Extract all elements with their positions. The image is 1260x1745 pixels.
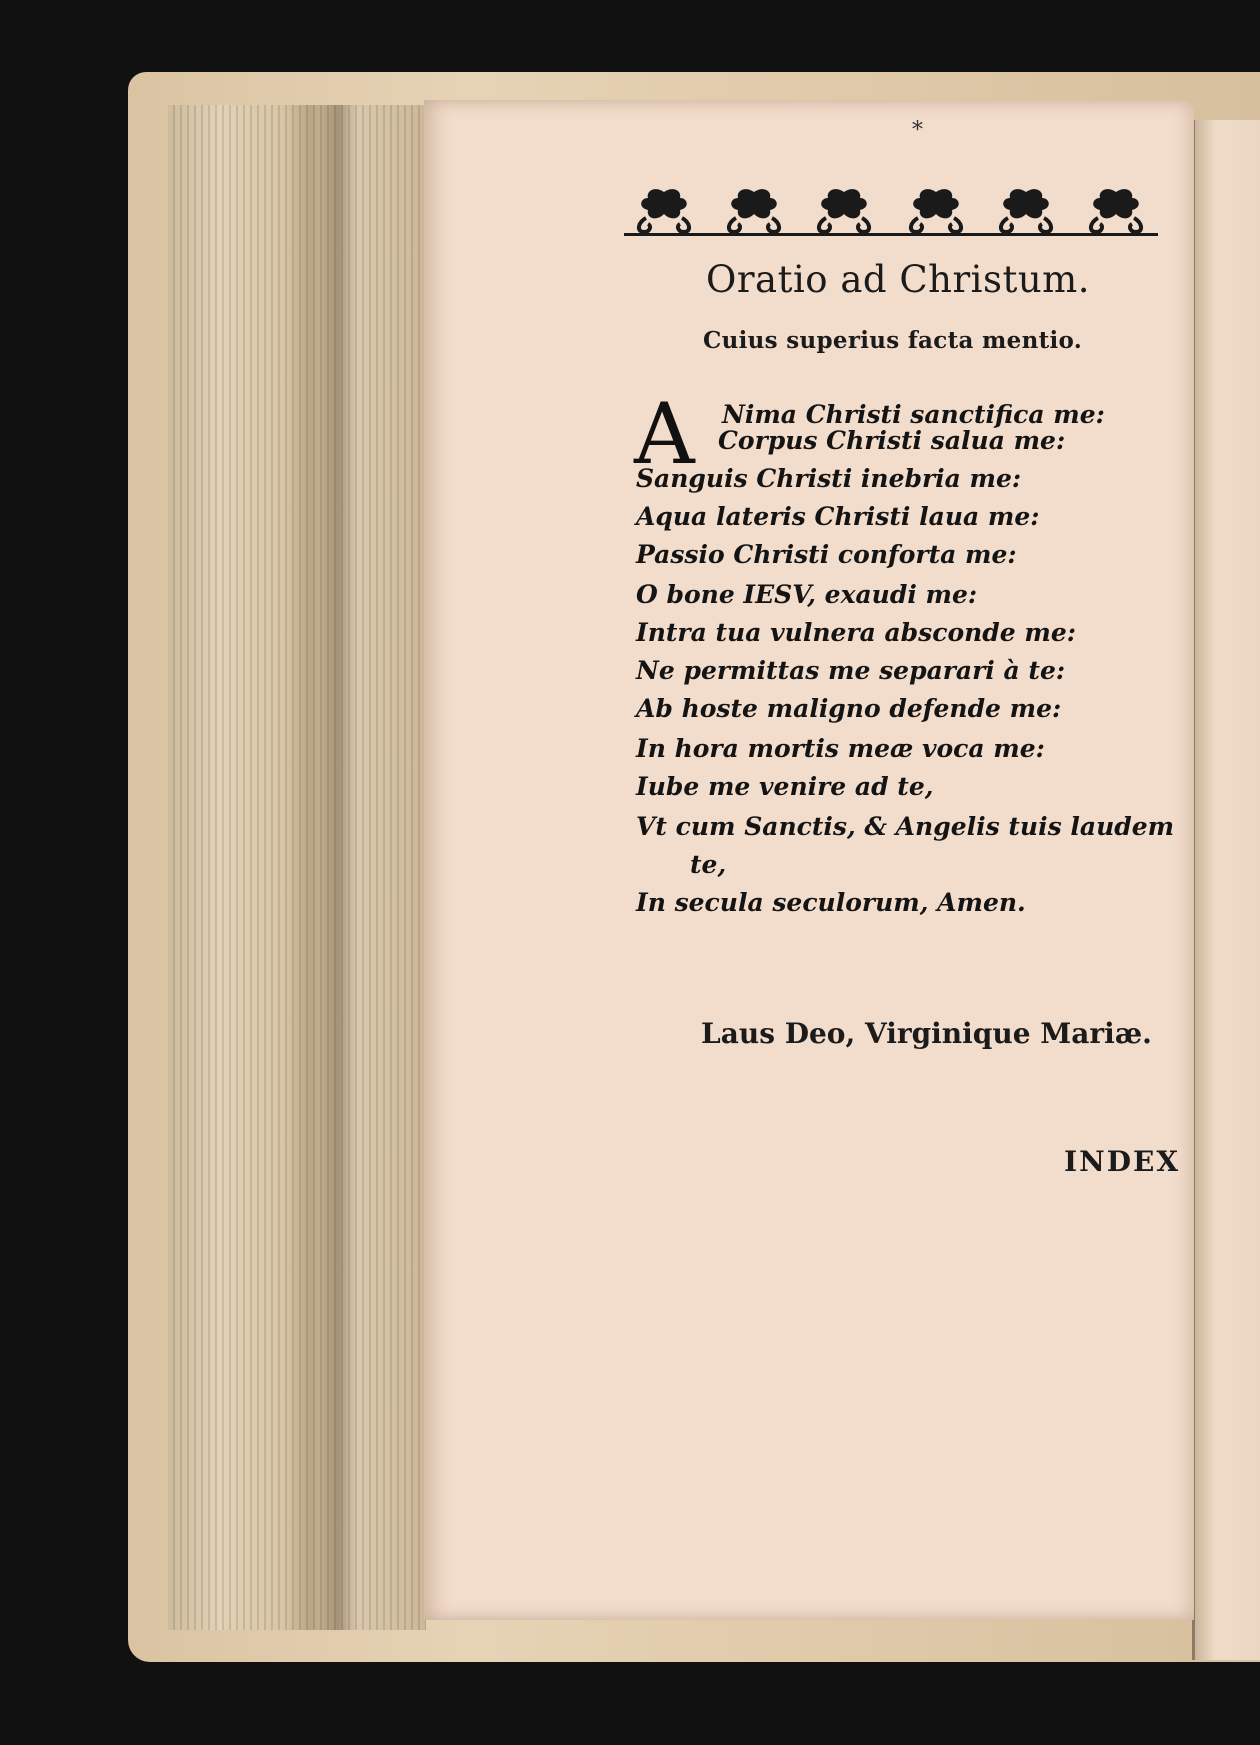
- asterisk-mark: *: [912, 118, 923, 143]
- prayer-line: Aqua lateris Christi laua me:: [636, 502, 1040, 531]
- prayer-line: Nima Christi sanctifica me:: [722, 400, 1105, 429]
- prayer-line: Ne permittas me separari à te:: [636, 656, 1066, 685]
- prayer-line: Passio Christi conforta me:: [636, 540, 1017, 569]
- prayer-line: O bone IESV, exaudi me:: [636, 580, 978, 609]
- prayer-line: Intra tua vulnera absconde me:: [636, 618, 1076, 647]
- prayer-line: Ab hoste maligno defende me:: [636, 694, 1062, 723]
- doxology: Laus Deo, Virginique Mariæ.: [701, 1017, 1152, 1050]
- fleuron-ornament-icon: [624, 182, 1160, 238]
- prayer-title: Oratio ad Christum.: [706, 258, 1091, 301]
- catchword: INDEX: [1064, 1145, 1181, 1178]
- page-edges: [168, 105, 426, 1630]
- prayer-line: In secula seculorum, Amen.: [636, 888, 1026, 917]
- drop-capital: A: [634, 385, 695, 483]
- prayer-line: Corpus Christi salua me:: [718, 426, 1066, 455]
- prayer-line: Vt cum Sanctis, & Angelis tuis laudem: [636, 812, 1175, 841]
- ornament-rule: [624, 233, 1158, 236]
- prayer-line: Iube me venire ad te,: [636, 772, 934, 801]
- prayer-line: Sanguis Christi inebria me:: [636, 464, 1022, 493]
- prayer-subtitle: Cuius superius facta mentio.: [703, 327, 1083, 354]
- prayer-line: te,: [690, 850, 727, 879]
- facing-page-edge: [1192, 120, 1260, 1660]
- page-edge-shadow: [318, 105, 358, 1630]
- prayer-line: In hora mortis meæ voca me:: [636, 734, 1045, 763]
